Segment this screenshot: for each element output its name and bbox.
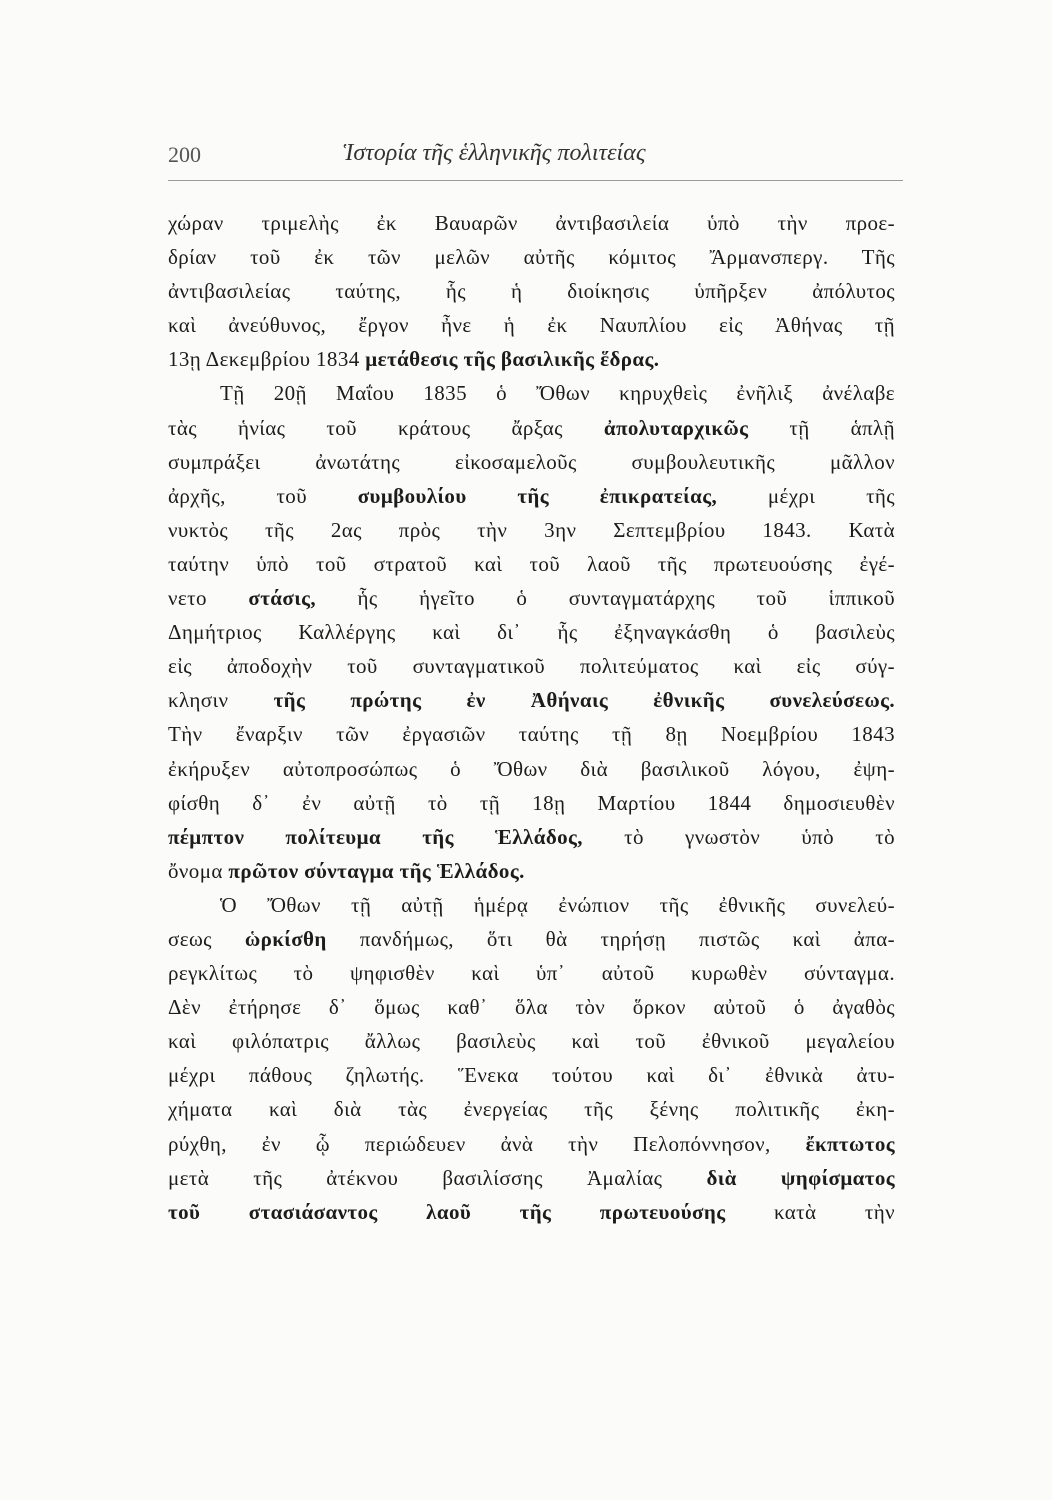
text-segment: ἀντιβασιλείας ταύτης, ἧς ἡ διοίκησις ὑπῆρξεν ἀπόλυτος bbox=[168, 279, 895, 304]
text-line bbox=[168, 479, 895, 513]
text-line bbox=[168, 990, 895, 1024]
bold-text: τῆς πρώτης ἐν Ἀθήναις ἐθνικῆς συνελεύσεως. bbox=[273, 688, 895, 713]
text-line bbox=[168, 649, 895, 683]
text-line bbox=[168, 615, 895, 649]
bold-text: πέμπτον πολίτευμα τῆς Ἑλλάδος, bbox=[168, 824, 583, 849]
text-line bbox=[168, 342, 895, 376]
bold-text: στάσις, bbox=[248, 586, 317, 611]
text-segment: ρεγκλίτως τὸ ψηφισθὲν καὶ ὑπ᾽ αὐτοῦ κυρωθὲν σύνταγμα. bbox=[168, 961, 895, 986]
text-line bbox=[168, 1127, 895, 1161]
text-line bbox=[168, 956, 895, 990]
text-segment: ὄνομα bbox=[168, 858, 229, 883]
text-line bbox=[168, 308, 895, 342]
text-segment: τὰς ἡνίας τοῦ κράτους ἄρξας bbox=[168, 415, 604, 440]
text-segment: μετὰ τῆς ἀτέκνου βασιλίσσης Ἀμαλίας bbox=[168, 1165, 707, 1190]
text-line bbox=[168, 445, 895, 479]
text-segment: κατὰ τὴν bbox=[725, 1199, 895, 1224]
text-line bbox=[168, 547, 895, 581]
text-segment: σεως bbox=[168, 926, 245, 951]
text-segment: χήματα καὶ διὰ τὰς ἐνεργείας τῆς ξένης πολιτικῆς ἐκη- bbox=[168, 1097, 895, 1122]
text-segment: δρίαν τοῦ ἐκ τῶν μελῶν αὐτῆς κόμιτος Ἄρμανσπεργ. Τῆς bbox=[168, 245, 895, 270]
text-segment: τὸ γνωστὸν ὑπὸ τὸ bbox=[582, 824, 895, 849]
bold-text: ὡρκίσθη bbox=[244, 926, 327, 951]
text-line bbox=[168, 411, 895, 445]
text-segment: τῇ ἁπλῇ bbox=[748, 415, 895, 440]
text-line bbox=[168, 1024, 895, 1058]
bold-text: ἀπολυταρχικῶς bbox=[603, 415, 749, 440]
page-number: 200 bbox=[168, 142, 201, 167]
text-segment: νυκτὸς τῆς 2ας πρὸς τὴν 3ην Σεπτεμβρίου 1843. Κατὰ bbox=[168, 517, 895, 542]
text-segment: χώραν τριμελὴς ἐκ Βαυαρῶν ἀντιβασιλεία ὑπὸ τὴν προε- bbox=[168, 211, 895, 235]
bold-text: διὰ ψηφίσματος bbox=[706, 1165, 895, 1190]
text-segment: κλησιν bbox=[168, 688, 274, 713]
bold-text: συμβουλίου τῆς ἐπικρατείας, bbox=[357, 483, 718, 508]
text-line bbox=[168, 274, 895, 308]
bold-text: πρῶτον σύνταγμα τῆς Ἑλλάδος. bbox=[228, 858, 525, 883]
text-line bbox=[168, 376, 895, 410]
text-line bbox=[168, 786, 895, 820]
text-line bbox=[168, 752, 895, 786]
text-segment: φίσθη δ᾽ ἐν αὐτῇ τὸ τῇ 18ῃ Μαρτίου 1844 δημοσιευθὲν bbox=[168, 790, 895, 815]
text-segment: πανδήμως, ὅτι θὰ τηρήσῃ πιστῶς καὶ ἀπα- bbox=[326, 926, 895, 951]
text-segment: ἐκήρυξεν αὐτοπροσώπως ὁ Ὄθων διὰ βασιλικοῦ λόγου, ἐψη- bbox=[168, 756, 895, 781]
text-segment: ἀρχῆς, τοῦ bbox=[168, 483, 358, 508]
text-segment: Δὲν ἐτήρησε δ᾽ ὅμως καθ᾽ ὅλα τὸν ὅρκον αὐτοῦ ὁ ἀγαθὸς bbox=[168, 995, 895, 1020]
running-title: Ἱστορία τῆς ἑλληνικῆς πολιτείας bbox=[343, 140, 646, 166]
text-line bbox=[168, 717, 895, 751]
text-segment: εἰς ἀποδοχὴν τοῦ συνταγματικοῦ πολιτεύματος καὶ εἰς σύγ- bbox=[168, 654, 895, 679]
text-line bbox=[168, 1195, 895, 1229]
bold-text: ἔκπτωτος bbox=[805, 1131, 895, 1156]
running-head bbox=[168, 140, 903, 176]
text-line bbox=[168, 513, 895, 547]
text-line bbox=[168, 1058, 895, 1092]
text-line bbox=[168, 820, 895, 854]
text-segment: μέχρι τῆς bbox=[717, 483, 895, 508]
body-text bbox=[168, 206, 895, 1229]
text-line bbox=[168, 1092, 895, 1126]
text-segment: ρύχθη, ἐν ᾧ περιώδευεν ἀνὰ τὴν Πελοπόννησον, bbox=[168, 1131, 806, 1156]
text-segment: ταύτην ὑπὸ τοῦ στρατοῦ καὶ τοῦ λαοῦ τῆς πρωτευούσης ἐγέ- bbox=[168, 551, 895, 576]
text-segment: καὶ φιλόπατρις ἄλλως βασιλεὺς καὶ τοῦ ἐθνικοῦ μεγαλείου bbox=[168, 1029, 895, 1054]
text-line bbox=[168, 854, 895, 888]
text-segment: Τῇ 20ῇ Μαΐου 1835 ὁ Ὄθων κηρυχθεὶς ἐνῆλιξ ἀνέλαβε bbox=[220, 381, 895, 406]
bold-text: μετάθεσις τῆς βασιλικῆς ἕδρας. bbox=[365, 347, 660, 372]
text-line bbox=[168, 683, 895, 717]
text-segment: Τὴν ἔναρξιν τῶν ἐργασιῶν ταύτης τῇ 8ῃ Νοεμβρίου 1843 bbox=[168, 722, 895, 747]
text-segment: Δημήτριος Καλλέργης καὶ δι᾽ ἧς ἐξηναγκάσθη ὁ βασιλεὺς bbox=[168, 620, 895, 645]
bold-text: τοῦ στασιάσαντος λαοῦ τῆς πρωτευούσης bbox=[168, 1199, 726, 1224]
text-segment: μέχρι πάθους ζηλωτής. Ἕνεκα τούτου καὶ δι᾽ ἐθνικὰ ἀτυ- bbox=[168, 1063, 895, 1088]
text-segment: Ὁ Ὄθων τῇ αὐτῇ ἡμέρᾳ ἐνώπιον τῆς ἐθνικῆς συνελεύ- bbox=[220, 892, 895, 917]
text-segment: 13ῃ Δεκεμβρίου 1834 bbox=[168, 347, 366, 372]
text-segment: νετο bbox=[168, 586, 249, 611]
text-line bbox=[168, 206, 895, 240]
text-segment: καὶ ἀνεύθυνος, ἔργον ἦνε ἡ ἐκ Ναυπλίου εἰς Ἀθήνας τῇ bbox=[168, 313, 895, 338]
header-rule bbox=[168, 180, 903, 181]
text-segment: ἧς ἡγεῖτο ὁ συνταγματάρχης τοῦ ἱππικοῦ bbox=[316, 586, 895, 611]
text-line bbox=[168, 240, 895, 274]
text-line bbox=[168, 1161, 895, 1195]
text-line bbox=[168, 888, 895, 922]
text-line bbox=[168, 922, 895, 956]
text-line bbox=[168, 581, 895, 615]
text-segment: συμπράξει ἀνωτάτης εἰκοσαμελοῦς συμβουλευτικῆς μᾶλλον bbox=[168, 449, 895, 474]
